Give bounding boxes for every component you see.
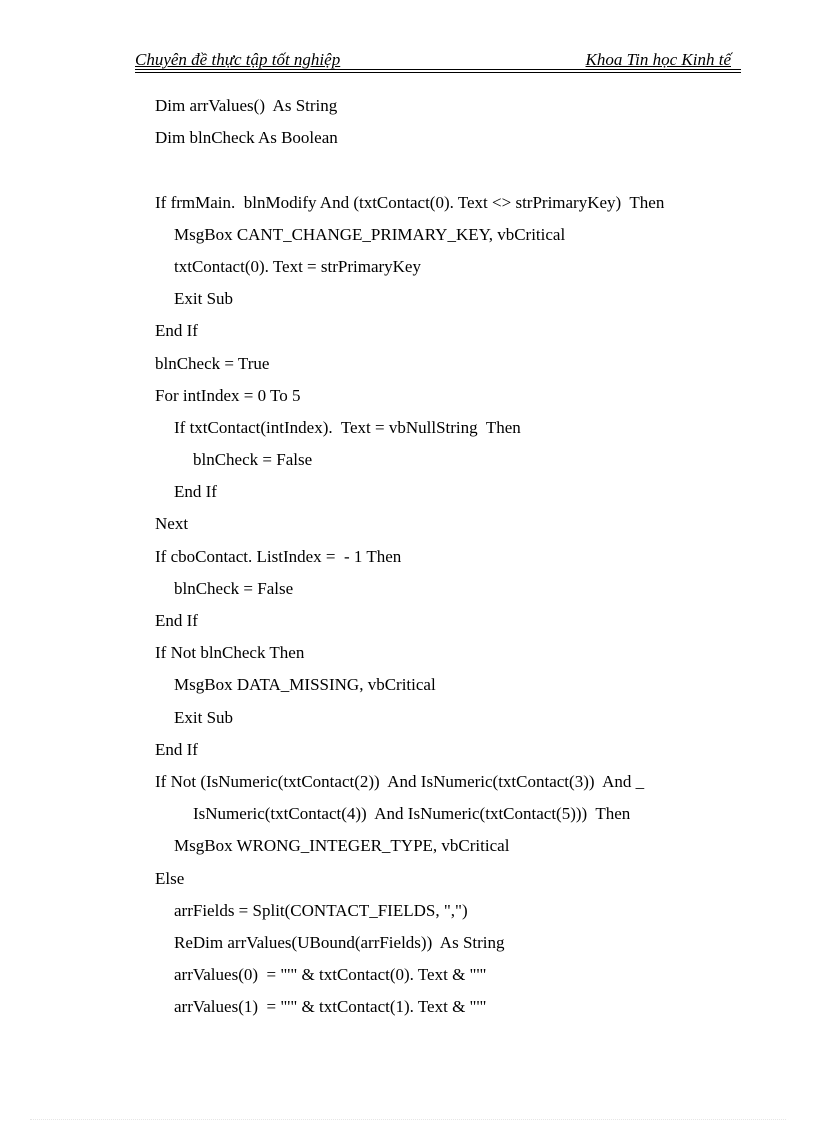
code-line: MsgBox CANT_CHANGE_PRIMARY_KEY, vbCritical [174,224,566,244]
code-line: Exit Sub [174,707,234,727]
code-line: If frmMain. blnModify And (txtContact(0). Text <> strPrimaryKey) Then [155,192,665,212]
header-rule-bottom [135,72,741,73]
code-line: For intIndex = 0 To 5 [155,385,301,405]
code-line: End If [155,739,198,759]
code-line: End If [155,611,198,630]
page-header [135,48,741,72]
code-listing [155,93,775,1026]
code-line: If cboContact. ListIndex = - 1 Then [155,546,402,566]
code-line: End If [155,321,198,341]
header-document-title: Chuyên đề thực tập tốt nghiệp [135,50,341,69]
code-line: arrValues(1) = "'" & txtContact(1). Text & "'" [174,997,487,1017]
header-department: Khoa Tin học Kinh tế [585,50,731,69]
code-line: blnCheck = False [193,450,313,470]
code-line: If Not (IsNumeric(txtContact(2)) And IsNumeric(txtContact(3)) And _ [155,771,645,791]
code-line: Exit Sub [174,289,234,309]
code-line: arrValues(0) = "'" & txtContact(0). Text & "'" [174,965,487,985]
header-rule-top [135,69,741,70]
code-line: If Not blnCheck Then [155,643,305,663]
code-line [155,157,775,189]
code-line: End If [174,482,217,502]
code-line: Next [155,514,189,534]
code-line: MsgBox DATA_MISSING, vbCritical [174,675,436,695]
code-line: Else [155,868,185,888]
page-bottom-border [30,1119,786,1120]
code-line: If txtContact(intIndex). Text = vbNullString Then [174,417,521,437]
code-line: blnCheck = True [155,353,270,373]
code-line: MsgBox WRONG_INTEGER_TYPE, vbCritical [174,836,510,856]
code-line: IsNumeric(txtContact(4)) And IsNumeric(txtContact(5))) Then [193,804,631,824]
code-line: Dim blnCheck As Boolean [155,128,338,148]
code-line: txtContact(0). Text = strPrimaryKey [174,256,421,276]
code-line: Dim arrValues() As String [155,96,338,115]
code-line: arrFields = Split(CONTACT_FIELDS, ",") [174,900,468,920]
code-line: blnCheck = False [174,578,294,598]
code-line: ReDim arrValues(UBound(arrFields)) As String [174,932,505,952]
